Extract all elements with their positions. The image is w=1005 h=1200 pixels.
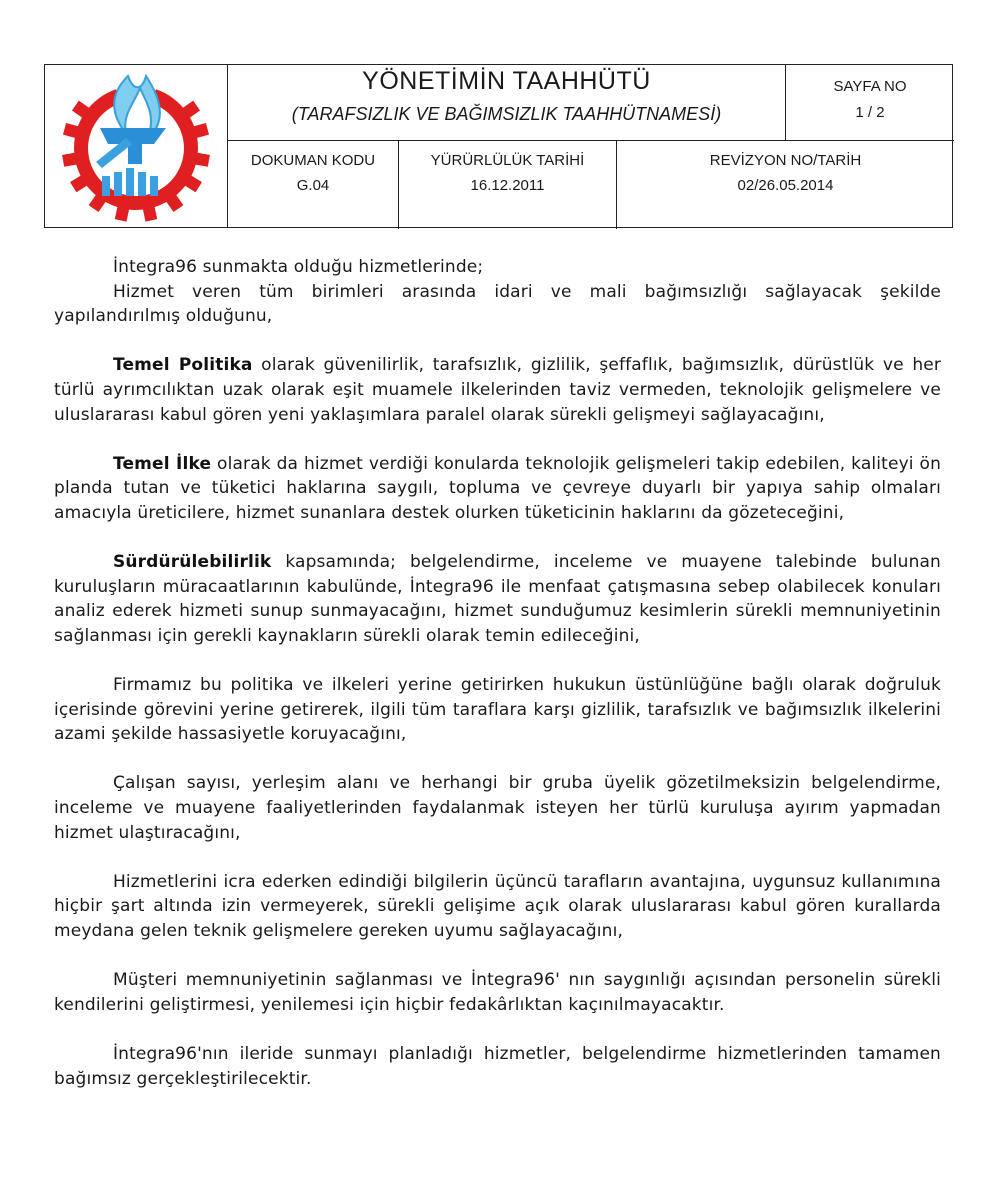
doc-code-cell (228, 141, 399, 229)
paragraph-temel-politika (54, 353, 941, 427)
revision-cell (617, 141, 954, 229)
paragraph-surdurulebilirlik (54, 550, 941, 648)
paragraph-surdurulebilirlik-text: kapsamında; belgelendirme, inceleme ve muayene talebinde bulunan kuruluşların müracaatlarının kabulünde, İntegra96 ile menfaat çatışmasına sebep olabilecek konuları analiz ederek hizmeti sunup sunmayacağını, hizmet sunduğumuz kesimlerin sürekli memnuniyetinin sağlanması için gerekli kaynakların sürekli olarak temin edileceğini, (54, 552, 941, 646)
paragraph-independence: Hizmet veren tüm birimleri arasında idari ve mali bağımsızlığı sağlayacak şekilde yapılandırılmış olduğunu, (54, 281, 941, 327)
paragraph-temel-politika-text: olarak güvenilirlik, tarafsızlık, gizlilik, şeffaflık, bağımsızlık, dürüstlük ve her türlü ayrımcılıktan uzak olarak eşit muamele ilkelerinden taviz vermeden, teknolojik gelişmelere ve uluslararası kabul gören yeni yaklaşımlara paralel olarak sürekli gelişmeyi sağlayacağını, (54, 355, 941, 425)
paragraph-equal-service: Çalışan sayısı, yerleşim alanı ve herhangi bir gruba üyelik gözetilmeksizin belgelendirme, inceleme ve muayene faaliyetlerinden faydalanmak isteyen her türlü kuruluşa ayırım yapmadan hizmet ulaştıracağını, (54, 773, 941, 843)
revision-value: 02/26.05.2014 (737, 177, 834, 194)
document-body (54, 255, 941, 1091)
effective-date-value: 16.12.2011 (470, 177, 545, 194)
paragraph-personnel: Müşteri memnuniyetinin sağlanması ve İntegra96' nın saygınlığı açısından personelin sürekli kendilerini geliştirmesi, yenilemesi için hiçbir fedakârlıktan kaçınılmayacaktır. (54, 970, 941, 1015)
paragraph-temel-ilke (54, 452, 941, 526)
document-title: YÖNETİMİN TAAHHÜTÜ (362, 67, 651, 95)
page-number-label: SAYFA NO (833, 78, 907, 95)
document-header (44, 64, 953, 228)
logo-cell (45, 65, 228, 227)
effective-date-label: YÜRÜRLÜLÜK TARİHİ (430, 152, 585, 169)
term-surdurulebilirlik: Sürdürülebilirlik (113, 552, 272, 573)
revision-label: REVİZYON NO/TARİH (709, 152, 862, 169)
document-subtitle: (TARAFSIZLIK VE BAĞIMSIZLIK TAAHHÜTNAMESİ) (291, 104, 722, 124)
title-cell (228, 65, 786, 141)
gear-torch-logo-icon (56, 66, 216, 226)
doc-code-value: G.04 (296, 177, 330, 194)
term-temel-ilke: Temel İlke (113, 453, 212, 474)
term-temel-politika: Temel Politika (113, 355, 253, 376)
page-number-cell (786, 65, 954, 141)
paragraph-rule-of-law: Firmamız bu politika ve ilkeleri yerine getirirken hukukun üstünlüğüne bağlı olarak doğruluk içerisinde görevini yerine getirerek, ilgili tüm taraflara karşı gizlilik, tarafsızlık ve bağımsızlık ilkelerini azami şekilde hassasiyetle koruyacağını, (54, 675, 941, 745)
paragraph-intro: İntegra96 sunmakta olduğu hizmetlerinde; (113, 257, 484, 277)
paragraph-confidentiality: Hizmetlerini icra ederken edindiği bilgilerin üçüncü tarafların avantajına, uygunsuz kullanımına hiçbir şart altında izin vermeyerek, sürekli gelişime açık olarak uluslararası kabul gören kurallarda meydana gelen teknik gelişmelere gereken uyumu sağlayacağını, (54, 871, 941, 942)
page-number-value: 1 / 2 (855, 104, 885, 121)
paragraph-future-services: İntegra96'nın ileride sunmayı planladığı hizmetler, belgelendirme hizmetlerinden tamamen bağımsız gerçekleştirilecektir. (54, 1044, 941, 1089)
effective-date-cell (399, 141, 617, 229)
paragraph-temel-ilke-text: olarak da hizmet verdiği konularda teknolojik gelişmeleri takip edebilen, kaliteyi ön planda tutan ve tüketici haklarına saygılı, topluma ve çevreye duyarlı bir yapıya sahip olmaları amacıyla üreticilere, hizmet sunanlara destek olurken tüketicinin haklarını da gözeteceğini, (54, 453, 941, 523)
doc-code-label: DOKUMAN KODU (250, 152, 376, 169)
